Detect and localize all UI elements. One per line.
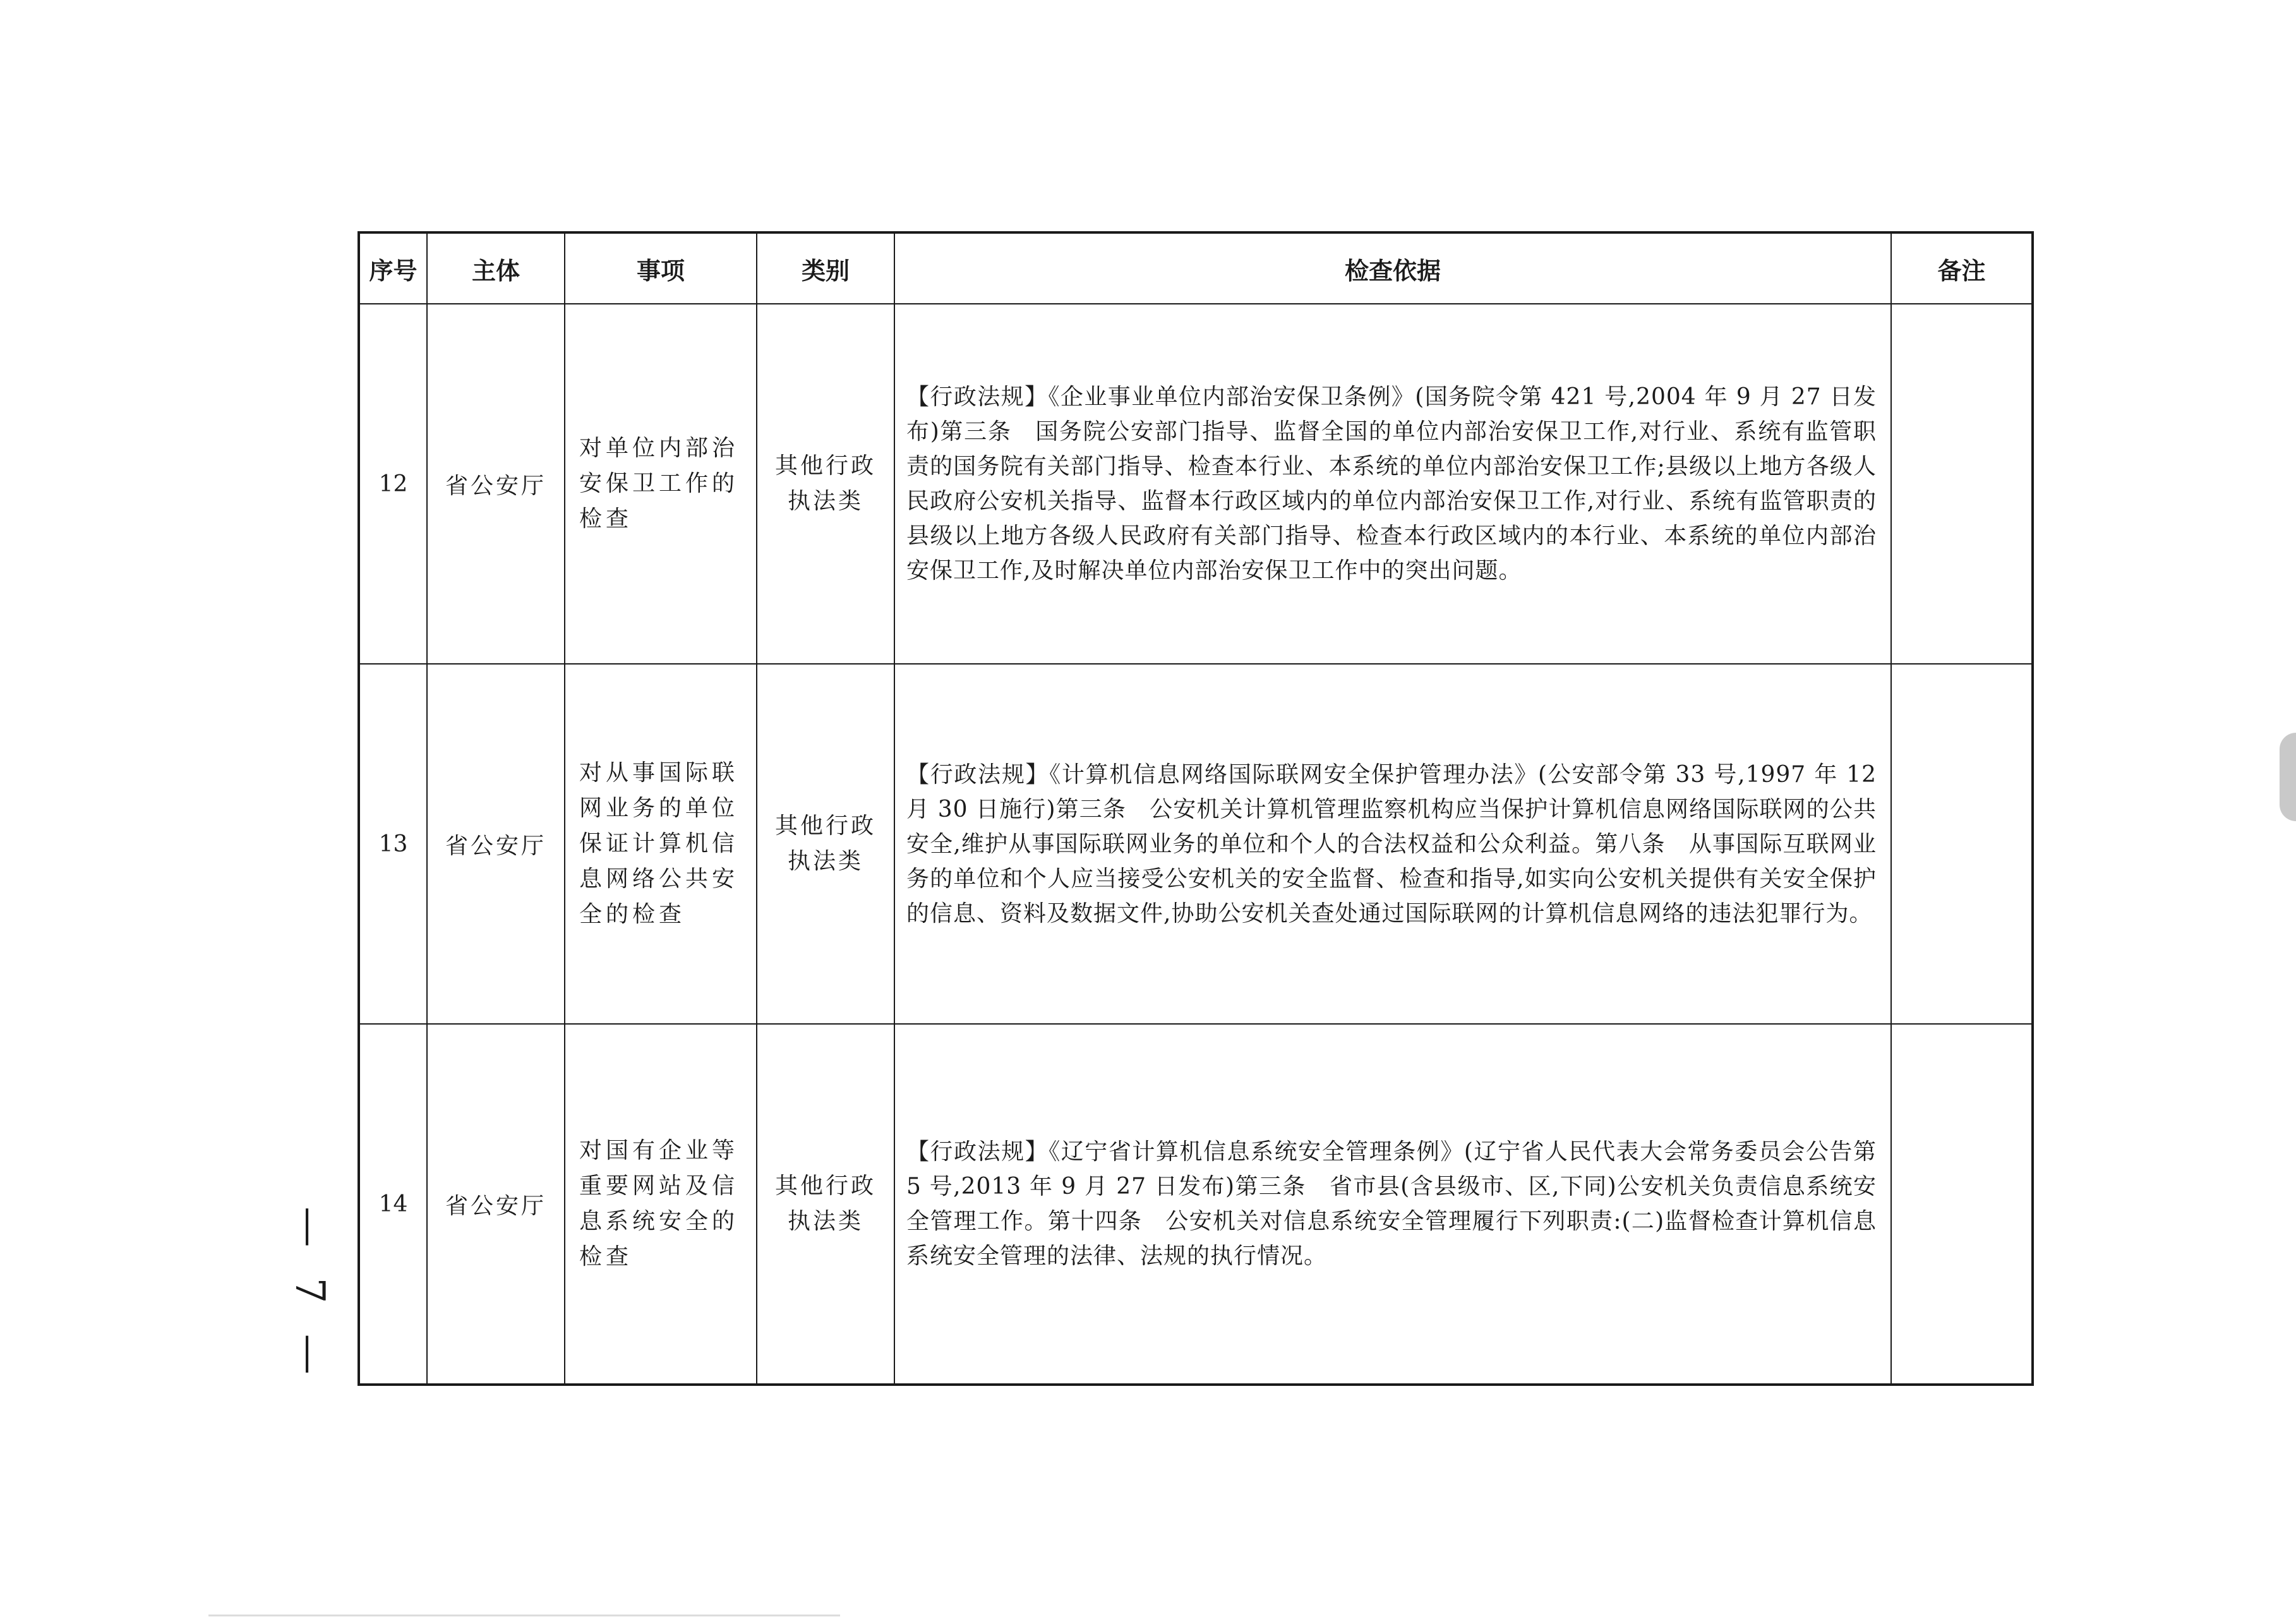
header-basis: 检查依据: [894, 232, 1891, 304]
header-category: 类别: [757, 232, 894, 304]
cell-category: 其他行政执法类: [757, 1024, 894, 1385]
table-row: [359, 1024, 2033, 1385]
cell-subject: 省公安厅: [427, 1024, 565, 1385]
cell-note: [1891, 304, 2033, 664]
header-no: 序号: [359, 232, 427, 304]
table-row: [359, 304, 2033, 664]
page-number: [278, 1206, 341, 1383]
cell-no: 12: [359, 304, 427, 664]
cell-basis: 【行政法规】《企业事业单位内部治安保卫条例》(国务院令第 421 号,2004 年 9 月 27 日发布)第三条 国务院公安部门指导、监督全国的单位内部治安保卫工作,对行业、系统有监管职责的国务院有关部门指导、检查本行业、本系统的单位内部治安保卫工作;县级以上地方各级人民政府公安机关指导、监督本行政区域内的单位内部治安保卫工作,对行业、系统有监管职责的县级以上地方各级人民政府有关部门指导、检查本行政区域内的本行业、本系统的单位内部治安保卫工作,及时解决单位内部治安保卫工作中的突出问题。: [894, 304, 1891, 664]
cell-no: 13: [359, 664, 427, 1024]
header-note: 备注: [1891, 232, 2033, 304]
cell-note: [1891, 1024, 2033, 1385]
cell-note: [1891, 664, 2033, 1024]
cell-no: 14: [359, 1024, 427, 1385]
cell-subject: 省公安厅: [427, 664, 565, 1024]
table-row: [359, 664, 2033, 1024]
cell-category: 其他行政执法类: [757, 664, 894, 1024]
header-subject: 主体: [427, 232, 565, 304]
binding-edge-mark: [2280, 733, 2296, 821]
cell-basis: 【行政法规】《计算机信息网络国际联网安全保护管理办法》(公安部令第 33 号,1997 年 12 月 30 日施行)第三条 公安机关计算机管理监察机构应当保护计算机信息网络国际联网的公共安全,维护从事国际联网业务的单位和个人的合法权益和公众利益。第八条 从事国际互联网业务的单位和个人应当接受公安机关的安全监督、检查和指导,如实向公安机关提供有关安全保护的信息、资料及数据文件,协助公安机关查处通过国际联网的计算机信息网络的违法犯罪行为。: [894, 664, 1891, 1024]
cell-subject: 省公安厅: [427, 304, 565, 664]
table-header-row: [359, 232, 2033, 304]
cell-category: 其他行政执法类: [757, 304, 894, 664]
cell-basis: 【行政法规】《辽宁省计算机信息系统安全管理条例》(辽宁省人民代表大会常务委员会公告第 5 号,2013 年 9 月 27 日发布)第三条 省市县(含县级市、区,下同)公安机关负责信息系统安全管理工作。第十四条 公安机关对信息系统安全管理履行下列职责:(二)监督检查计算机信息系统安全管理的法律、法规的执行情况。: [894, 1024, 1891, 1385]
cell-item: 对从事国际联网业务的单位保证计算机信息网络公共安全的检查: [565, 664, 757, 1024]
scan-bottom-line: [208, 1615, 840, 1616]
inspection-items-table: [358, 231, 2034, 1386]
page-number-text: — 7 —: [286, 1206, 333, 1383]
cell-item: 对单位内部治安保卫工作的检查: [565, 304, 757, 664]
header-item: 事项: [565, 232, 757, 304]
cell-item: 对国有企业等重要网站及信息系统安全的检查: [565, 1024, 757, 1385]
